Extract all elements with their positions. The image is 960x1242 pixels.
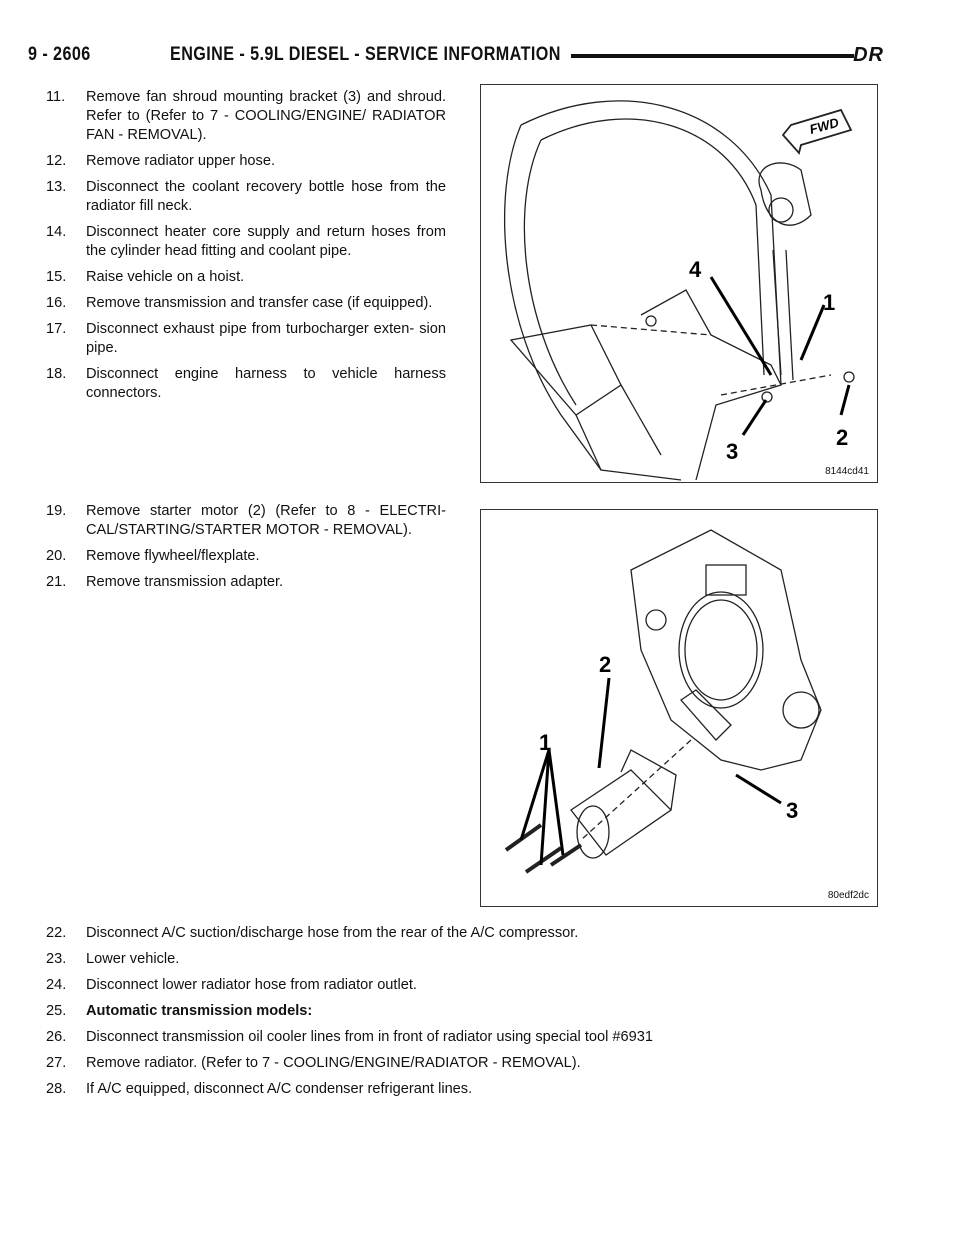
step-number: 18. [46,366,67,382]
step-text: Disconnect heater core supply and return hoses from the cylinder head fitting and coolant pipe. [86,224,446,259]
figure-code: 8144cd41 [825,466,869,477]
list-item [46,976,906,995]
list-item [46,1002,906,1021]
step-number: 25. [46,1003,67,1019]
header-rule [571,54,854,58]
step-text: Remove transmission adapter. [86,574,284,590]
step-number: 24. [46,977,67,993]
list-item [46,320,446,358]
step-number: 15. [46,269,67,285]
step-number: 14. [46,224,67,240]
step-number: 11. [46,89,66,105]
step-text: Disconnect A/C suction/discharge hose from the rear of the A/C compressor. [86,925,579,941]
list-item [46,178,446,216]
list-item [46,502,446,540]
list-item [46,268,446,287]
step-text: Remove fan shroud mounting bracket (3) and shroud. Refer to (Refer to 7 - COOLING/ENGINE/ RADIATOR FAN - REMOVAL). [86,89,446,143]
step-number: 13. [46,179,67,195]
step-number: 22. [46,925,67,941]
fwd-arrow-label: FWD [807,114,841,137]
step-number: 26. [46,1029,67,1045]
list-item [46,365,446,403]
figure-code: 80edf2dc [827,890,869,901]
figure-starter-motor [480,509,878,907]
callout-2: 2 [599,652,612,677]
section-title: ENGINE - 5.9L DIESEL - SERVICE INFORMATION [170,44,561,65]
callout-1: 1 [539,730,552,755]
step-text: Disconnect engine harness to vehicle harness connectors. [86,366,446,401]
page-header [28,44,884,74]
step-number: 28. [46,1081,67,1097]
callout-3: 3 [786,798,799,823]
step-number: 19. [46,503,67,519]
figure-fan-shroud [480,84,878,483]
list-item [46,1028,906,1047]
step-text: Disconnect the coolant recovery bottle hose from the radiator fill neck. [86,179,446,214]
step-text: Remove radiator upper hose. [86,153,276,169]
step-text: Remove transmission and transfer case (if equipped). [86,295,433,311]
callout-4: 4 [689,257,702,282]
procedure-steps-part3 [46,924,906,1106]
list-item [46,223,446,261]
step-text: Remove radiator. (Refer to 7 - COOLING/ENGINE/RADIATOR - REMOVAL). [86,1055,581,1071]
procedure-steps-part1 [46,88,446,410]
step-number: 27. [46,1055,67,1071]
callout-3: 3 [726,439,739,464]
list-item [46,924,906,943]
step-number: 16. [46,295,67,311]
list-item [46,573,446,592]
step-number: 17. [46,321,67,337]
procedure-steps-part2 [46,502,446,599]
step-text: If A/C equipped, disconnect A/C condenser refrigerant lines. [86,1081,473,1097]
step-number: 20. [46,548,67,564]
list-item [46,1080,906,1099]
callout-1: 1 [823,290,836,315]
callout-2: 2 [836,425,849,450]
step-text: Automatic transmission models: [86,1003,313,1019]
list-item [46,152,446,171]
list-item [46,88,446,145]
vehicle-code: DR [853,44,884,66]
step-number: 12. [46,153,67,169]
step-text: Raise vehicle on a hoist. [86,269,245,285]
step-text: Remove starter motor (2) (Refer to 8 - ELECTRI- CAL/STARTING/STARTER MOTOR - REMOVAL). [86,503,446,538]
step-number: 21. [46,574,67,590]
step-number: 23. [46,951,67,967]
step-text: Lower vehicle. [86,951,180,967]
step-text: Disconnect lower radiator hose from radiator outlet. [86,977,417,993]
list-item [46,547,446,566]
starter-motor-illustration [481,510,877,906]
list-item [46,294,446,313]
step-text: Disconnect transmission oil cooler lines from in front of radiator using special tool #6931 [86,1029,654,1045]
list-item [46,950,906,969]
list-item [46,1054,906,1073]
step-text: Remove flywheel/flexplate. [86,548,260,564]
fan-shroud-illustration [481,85,877,482]
page-number: 9 - 2606 [28,44,91,65]
step-text: Disconnect exhaust pipe from turbocharger exten- sion pipe. [86,321,446,356]
